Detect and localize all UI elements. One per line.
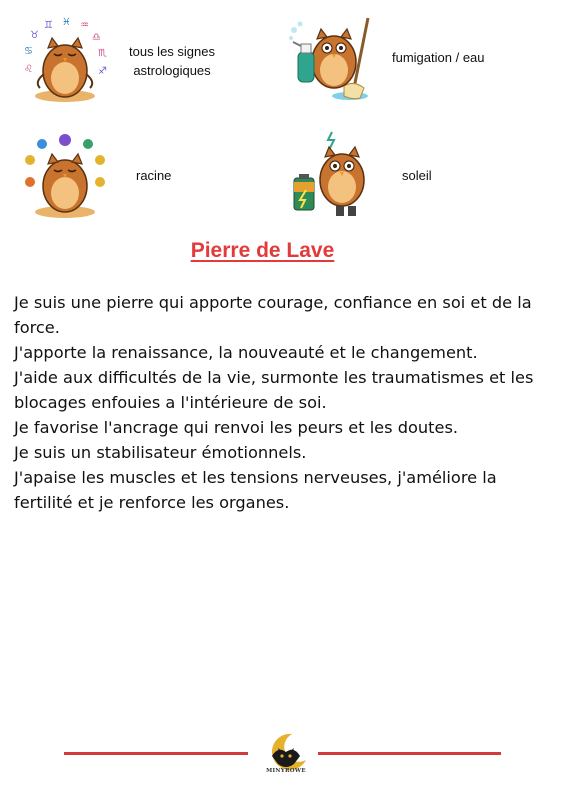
- owl-cleaning-icon: [288, 12, 378, 102]
- badge-label: fumigation / eau: [392, 49, 485, 65]
- description-text: [14, 290, 554, 515]
- owl-zodiac-icon: [20, 16, 110, 106]
- paragraph: Je suis une pierre qui apporte courage, confiance en soi et de la force.: [14, 293, 532, 337]
- footer-divider-left: [64, 752, 248, 755]
- paragraph: Je suis un stabilisateur émotionnels.: [14, 443, 307, 462]
- svg-text:♓: ♓: [62, 17, 71, 28]
- svg-text:♐: ♐: [98, 66, 107, 77]
- badge-sun: [288, 130, 432, 220]
- svg-text:♌: ♌: [24, 64, 33, 75]
- paragraph: J'apporte la renaissance, la nouveauté et le changement.: [14, 343, 478, 362]
- badge-root: [20, 130, 171, 220]
- footer-divider-right: [318, 752, 501, 755]
- paragraph: J'aide aux difficultés de la vie, surmonte les traumatismes et les blocages enfouies a l'intérieure de soi.: [14, 368, 534, 412]
- paragraph: J'apaise les muscles et les tensions nerveuses, j'améliore la fertilité et je renforce les organes.: [14, 468, 497, 512]
- badge-astrological-signs: [20, 16, 220, 106]
- paragraph: Je favorise l'ancrage qui renvoi les peurs et les doutes.: [14, 418, 459, 437]
- svg-text:♊: ♊: [44, 20, 53, 31]
- svg-text:♏: ♏: [98, 48, 107, 59]
- logo-text: MINYROWE: [266, 768, 306, 774]
- badge-fumigation-water: [288, 12, 485, 102]
- svg-text:♒: ♒: [80, 20, 89, 31]
- owl-battery-icon: [288, 130, 378, 220]
- svg-text:♎: ♎: [92, 32, 101, 43]
- owl-chakra-icon: [20, 130, 110, 220]
- svg-text:♋: ♋: [24, 46, 33, 57]
- badge-label: racine: [136, 167, 172, 183]
- svg-text:♉: ♉: [30, 30, 39, 41]
- page-title: Pierre de Lave: [190, 239, 335, 262]
- badge-label: tous les signes astrologiques: [129, 44, 215, 78]
- badge-label: soleil: [402, 167, 432, 183]
